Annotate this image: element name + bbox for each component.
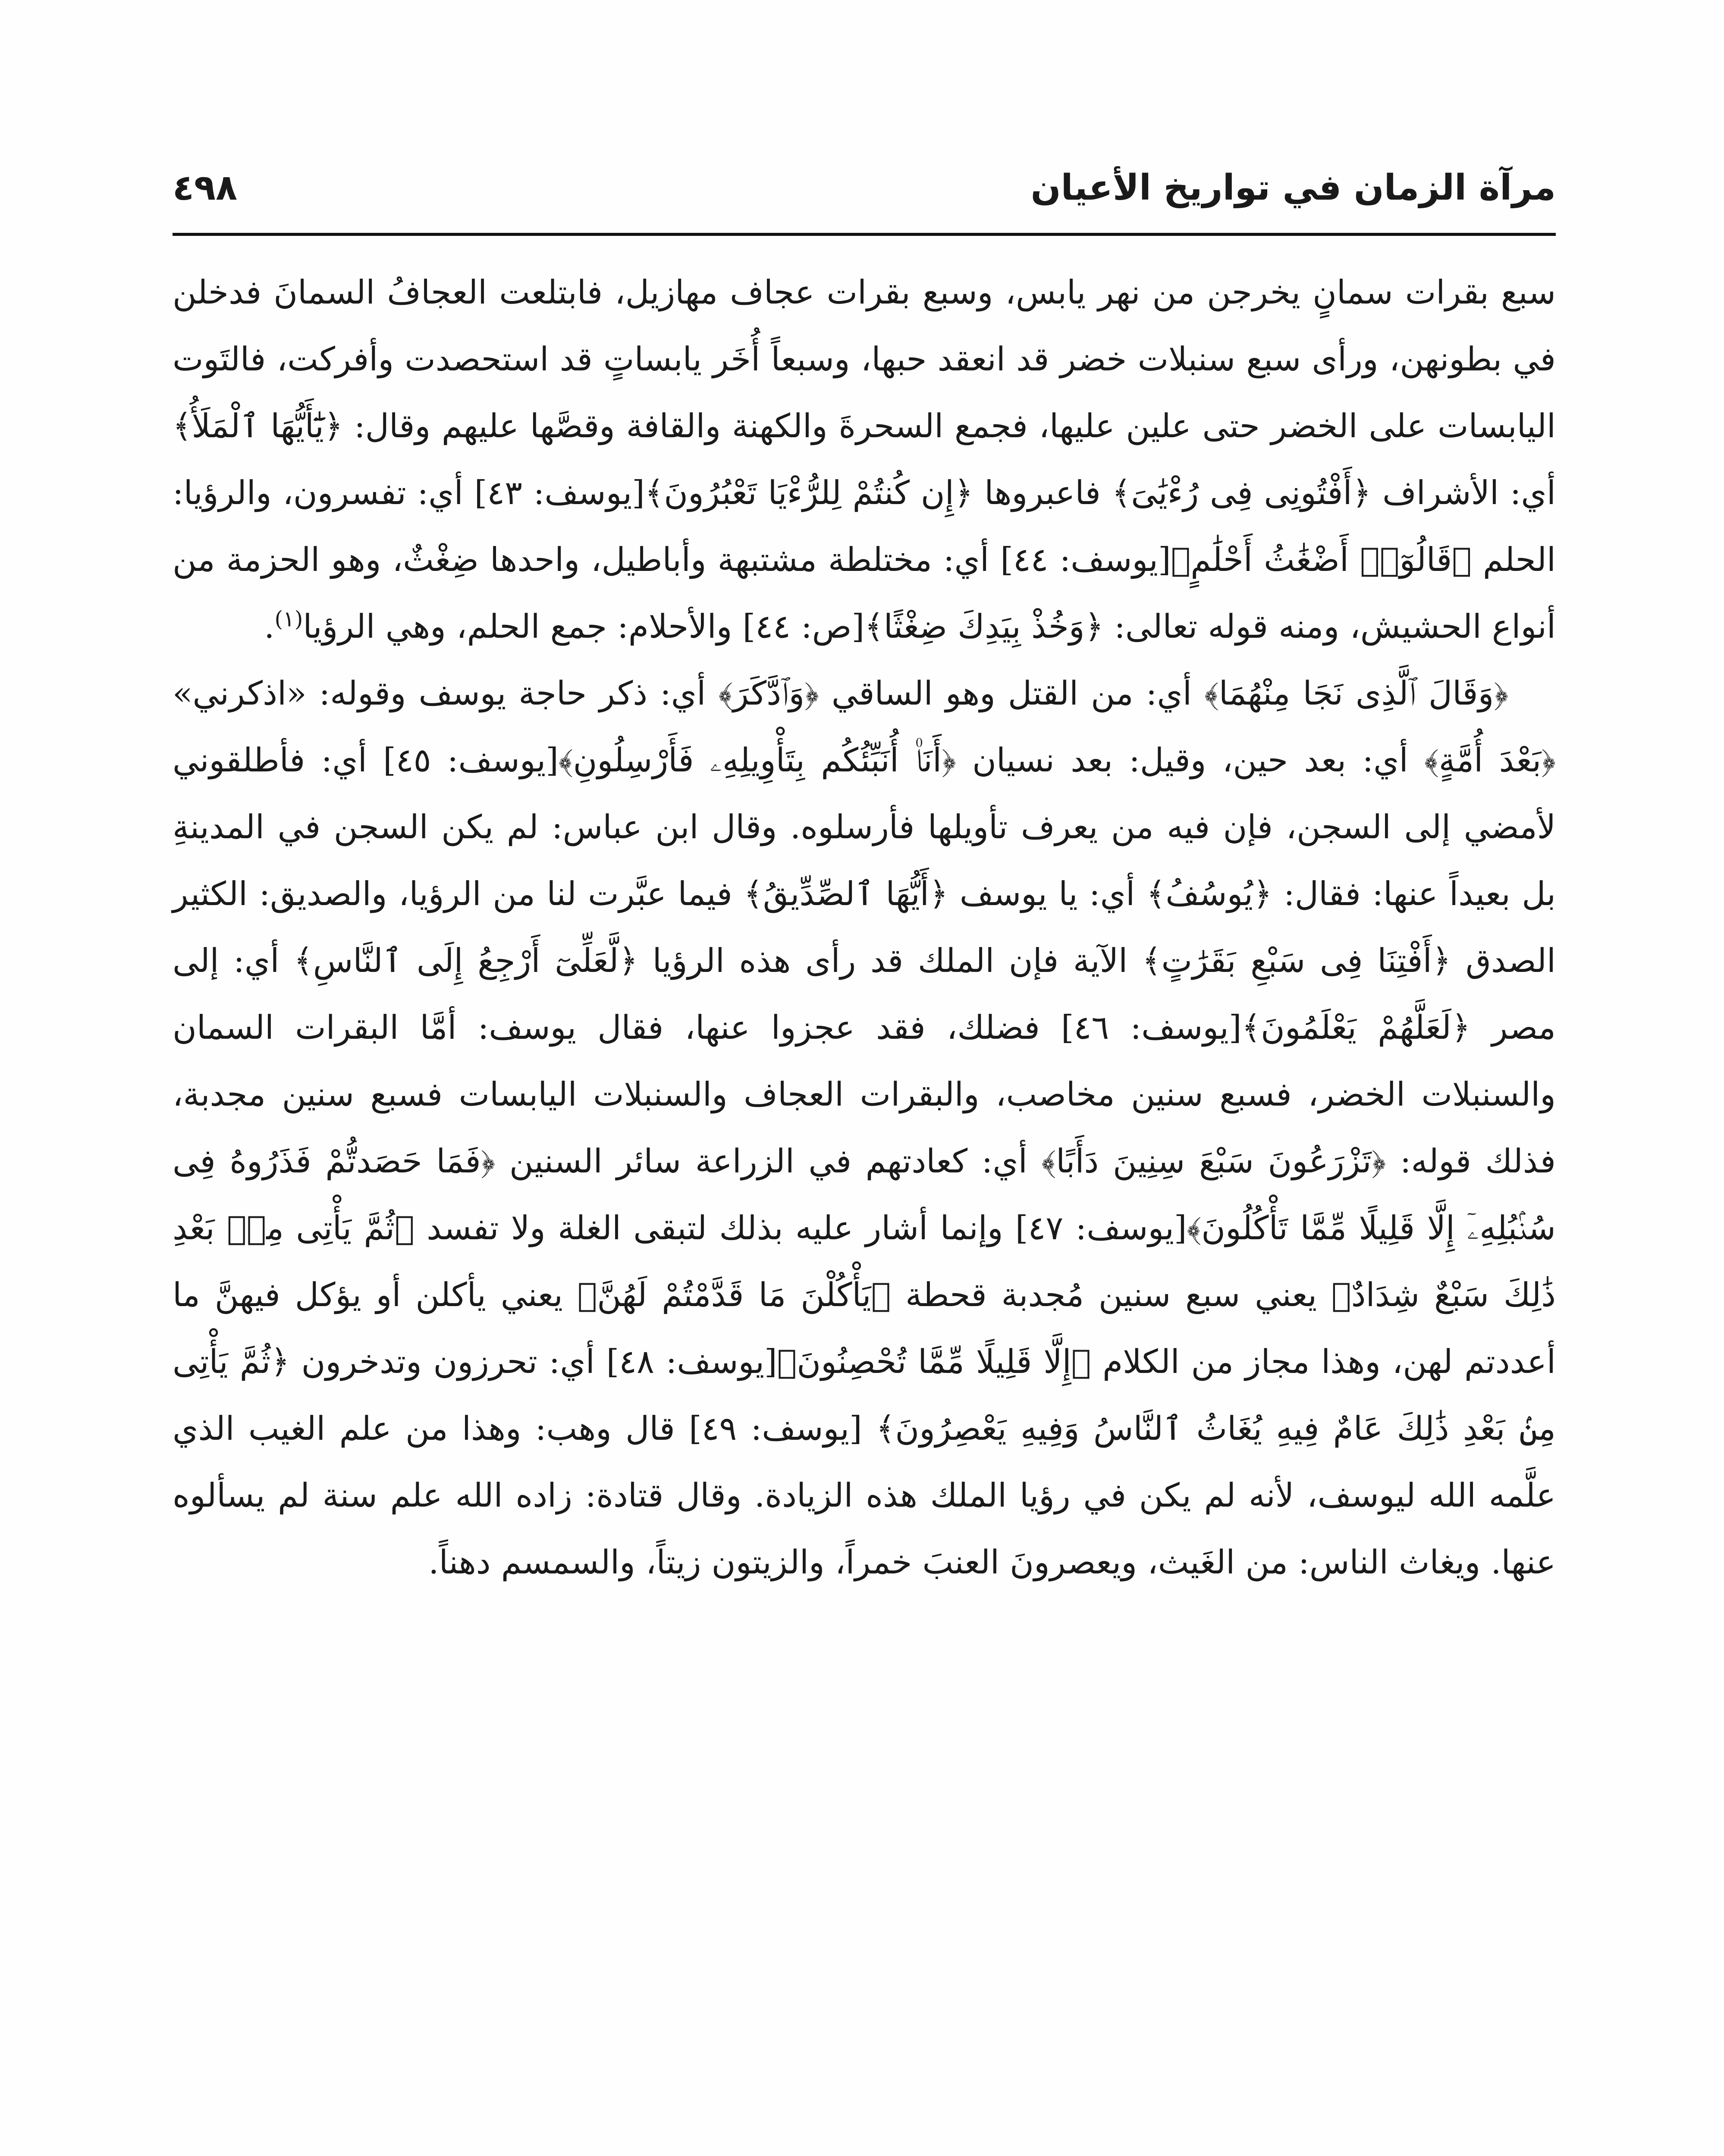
paragraph-1-end: .: [264, 607, 275, 646]
footnote-marker: (١): [274, 606, 303, 632]
paragraph-1-text: سبع بقرات سمانٍ يخرجن من نهر يابس، وسبع بقرات عجاف مهازيل، فابتلعت العجافُ السمانَ فدخلن في بطونهن، ورأى سبع سنبلات خضر قد انعقد حبها، وسبعاً أُخَر يابساتٍ قد استحصدت وأفركت، فالتَوت اليابسات على الخضر حتى علين عليها، فجمع السحرةَ والكهنة والقافة وقصَّها عليهم وقال: ﴿يَٰٓأَيُّهَا ٱلْمَلَأُ﴾ أي: الأشراف ﴿أَفْتُونِى فِى رُءْيَٰىَ﴾ فاعبروها ﴿إِن كُنتُمْ لِلرُّءْيَا تَعْبُرُونَ﴾[يوسف: ٤٣] أي: تفسرون، والرؤيا: الحلم ﴿قَالُوٓا۟ أَضْغَٰثُ أَحْلَٰمٍ﴾[يوسف: ٤٤] أي: مختلطة مشتبهة وأباطيل، واحدها ضِغْثٌ، وهو الحزمة من أنواع الحشيش، ومنه قوله تعالى: ﴿وَخُذْ بِيَدِكَ ضِغْثًا﴾[ص: ٤٤] والأحلام: جمع الحلم، وهي الرؤيا: [173, 273, 1556, 646]
main-text: [173, 259, 1556, 1595]
running-title: مرآة الزمان في تواريخ الأعيان: [1030, 167, 1556, 208]
header-divider: [173, 233, 1556, 236]
page-header: [173, 155, 1556, 220]
page-number: ٤٩٨: [173, 167, 238, 208]
paragraph-2: [173, 660, 1556, 1595]
paragraph-2-text: ﴿وَقَالَ ٱلَّذِى نَجَا مِنْهُمَا﴾ أي: من القتل وهو الساقي ﴿وَٱدَّكَرَ﴾ أي: ذكر حاجة يوسف وقوله: «اذكرني» ﴿بَعْدَ أُمَّةٍ﴾ أي: بعد حين، وقيل: بعد نسيان ﴿أَنَا۠ أُنَبِّئُكُم بِتَأْوِيلِهِۦ فَأَرْسِلُونِ﴾[يوسف: ٤٥] أي: فأطلقوني لأمضي إلى السجن، فإن فيه من يعرف تأويلها فأرسلوه. وقال ابن عباس: لم يكن السجن في المدينةِ بل بعيداً عنها: فقال: ﴿يُوسُفُ﴾ أي: يا يوسف ﴿أَيُّهَا ٱلصِّدِّيقُ﴾ فيما عبَّرت لنا من الرؤيا، والصديق: الكثير الصدق ﴿أَفْتِنَا فِى سَبْعِ بَقَرَٰتٍ﴾ الآية فإن الملك قد رأى هذه الرؤيا ﴿لَّعَلِّىٓ أَرْجِعُ إِلَى ٱلنَّاسِ﴾ أي: إلى مصر ﴿لَعَلَّهُمْ يَعْلَمُونَ﴾[يوسف: ٤٦] فضلك، فقد عجزوا عنها، فقال يوسف: أمَّا البقرات السمان والسنبلات الخضر، فسبع سنين مخاصب، والبقرات العجاف والسنبلات اليابسات فسبع سنين مجدبة، فذلك قوله: ﴿تَزْرَعُونَ سَبْعَ سِنِينَ دَأَبًا﴾ أي: كعادتهم في الزراعة سائر السنين ﴿فَمَا حَصَدتُّمْ فَذَرُوهُ فِى سُنۢبُلِهِۦٓ إِلَّا قَلِيلًا مِّمَّا تَأْكُلُونَ﴾[يوسف: ٤٧] وإنما أشار عليه بذلك لتبقى الغلة ولا تفسد ﴿ثُمَّ يَأْتِى مِنۢ بَعْدِ ذَٰلِكَ سَبْعٌ شِدَادٌ﴾ يعني سبع سنين مُجدبة قحطة ﴿يَأْكُلْنَ مَا قَدَّمْتُمْ لَهُنَّ﴾ يعني يأكلن أو يؤكل فيهنَّ ما أعددتم لهن، وهذا مجاز من الكلام ﴿إِلَّا قَلِيلًا مِّمَّا تُحْصِنُونَ﴾[يوسف: ٤٨] أي: تحرزون وتدخرون ﴿ثُمَّ يَأْتِى مِنۢ بَعْدِ ذَٰلِكَ عَامٌ فِيهِ يُغَاثُ ٱلنَّاسُ وَفِيهِ يَعْصِرُونَ﴾ [يوسف: ٤٩] قال وهب: وهذا من علم الغيب الذي علَّمه الله ليوسف، لأنه لم يكن في رؤيا الملك هذه الزيادة. وقال قتادة: زاده الله علم سنة لم يسألوه عنها. ويغاث الناس: من الغَيث، ويعصرونَ العنبَ خمراً، والزيتون زيتاً، والسمسم دهناً.: [173, 674, 1556, 1581]
paragraph-1: [173, 259, 1556, 660]
